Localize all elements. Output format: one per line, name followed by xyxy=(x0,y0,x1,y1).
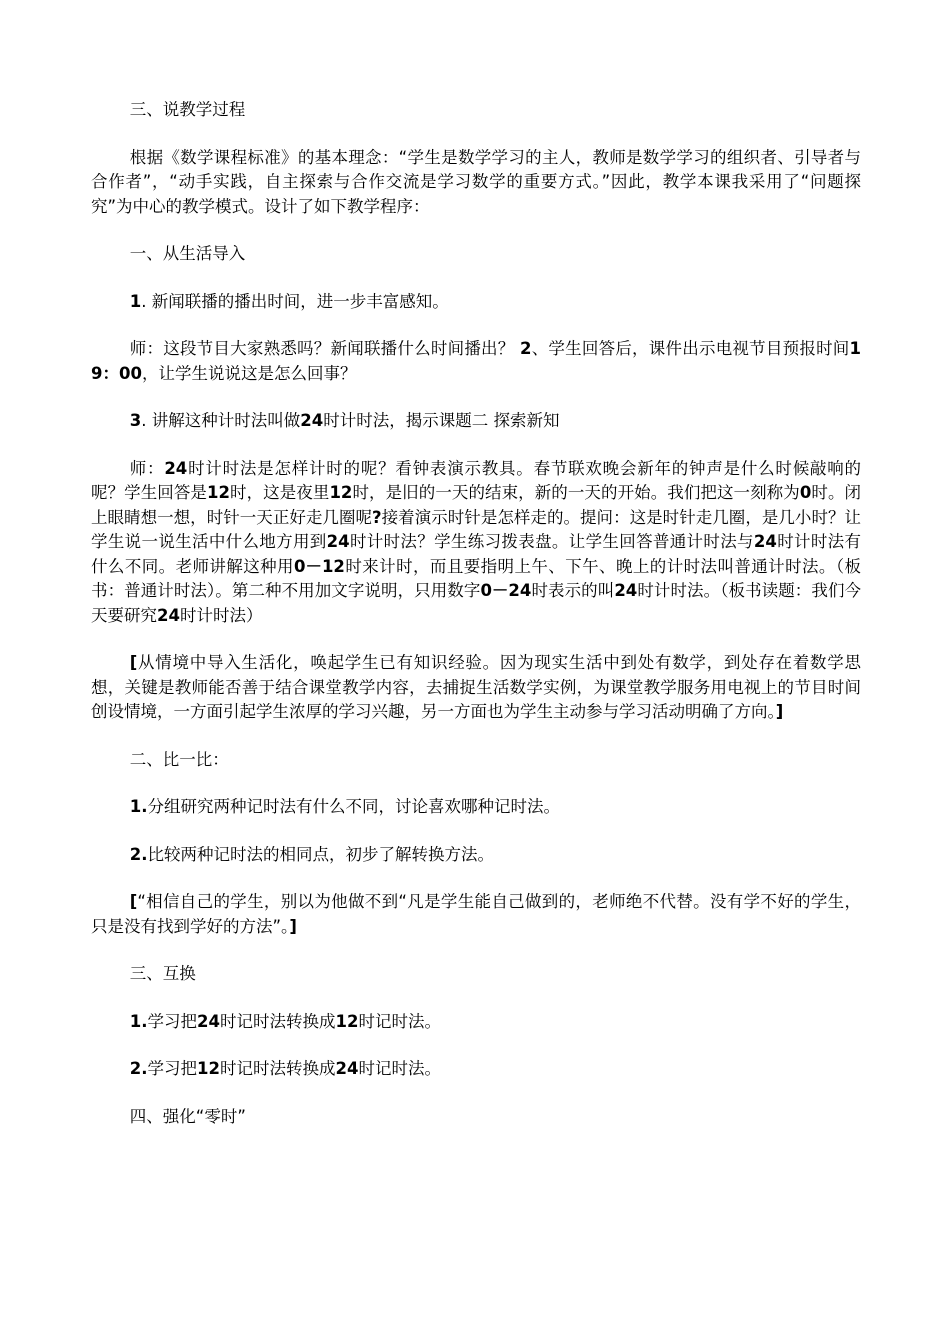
section-heading xyxy=(91,98,861,123)
item-text: 比较两种记时法的相同点，初步了解转换方法。 xyxy=(147,844,495,864)
number-24: 24 xyxy=(300,411,324,430)
number-run: 24 xyxy=(157,605,180,625)
intro-paragraph xyxy=(91,146,861,220)
section-title-text: 四、强化“零时” xyxy=(129,1106,246,1126)
text-run: 时记时法。 xyxy=(358,1059,441,1078)
item-number: 1. xyxy=(129,1011,148,1031)
text-run: 时计时法。（板书读题：我们今天要研究 xyxy=(91,581,862,625)
text-run: 时计时法？学生练习拨表盘。让学生回答普通计时法与 xyxy=(349,532,754,551)
text-run: 时，这是夜里 xyxy=(229,483,330,502)
comment-text: 从情境中导入生活化，唤起学生已有知识经验。因为现实生活中到处有数学，到处存在着数学思想，关键是教师能否善于结合课堂教学内容，去捕捉生活数学实例，为课堂教学服务用电视上的节目时间创设情境，一方面引起学生浓厚的学习兴趣，另一方面也为学生主动参与学习活动明确了方向。 xyxy=(91,653,861,721)
number-run: 12 xyxy=(329,483,353,502)
text-run: 师： xyxy=(129,458,165,478)
text-run: 接着演示时针是怎样走的。提问：这是时针走几圈，是几小时？让学生说一说生活中什么地方用到 xyxy=(91,507,862,551)
item-number: 2. xyxy=(129,844,148,864)
text-run: 学习把 xyxy=(147,1059,198,1078)
text-run: 时记时法转换成 xyxy=(219,1059,336,1078)
text-run: 时记时法转换成 xyxy=(219,1011,336,1031)
teaching-paragraph xyxy=(91,457,861,629)
bracket-close: ] xyxy=(289,916,297,936)
number-run: 24 xyxy=(164,458,188,478)
number-run: 0－12 xyxy=(293,556,345,576)
item-number: 2 xyxy=(519,339,532,358)
text-run: 时，是旧的一天的结束，新的一天的开始。我们把这一刻称为 xyxy=(352,483,800,502)
section-4-title xyxy=(91,1105,861,1130)
section-1-title xyxy=(91,242,861,267)
section-3-title xyxy=(91,962,861,987)
item-number: 1 xyxy=(129,291,142,311)
item-text: . 新闻联播的播出时间，进一步丰富感知。 xyxy=(141,291,449,311)
number-run: 12 xyxy=(197,1059,220,1078)
number-run: 24 xyxy=(326,532,350,551)
text-run: 学习把 xyxy=(147,1011,198,1031)
section-2-item-2 xyxy=(91,843,861,868)
text-run: 时表示的叫 xyxy=(531,581,615,600)
number-run: 24 xyxy=(335,1059,359,1078)
number-run: 24 xyxy=(197,1011,220,1031)
bracket-open: [ xyxy=(129,892,138,911)
section-title-text: 三、互换 xyxy=(129,964,196,983)
number-run: 12 xyxy=(335,1011,359,1031)
item-number: 1. xyxy=(129,797,148,816)
section-1-dialog xyxy=(91,337,861,386)
bracket-close: ] xyxy=(775,702,784,721)
item-text: 分组研究两种记时法有什么不同，讨论喜欢哪种记时法。 xyxy=(147,797,561,816)
number-run: 0－24 xyxy=(480,581,532,600)
text-run: 时计时法是怎样计时的呢？看钟表演示教具。春节联欢晚会新年的钟声是什么时候敲响的呢？学生回答是 xyxy=(91,458,862,502)
number-run: 12 xyxy=(206,483,230,502)
comment-text: “相信自己的学生，别以为他做不到“凡是学生能自己做到的，老师绝不代替。没有学不好的学生，只是没有找到学好的方法”。 xyxy=(91,892,861,936)
intro-text: 根据《数学课程标准》的基本理念：“学生是数学学习的主人，教师是数学学习的组织者、引导者与合作者”，“动手实践，自主探索与合作交流是学习数学的重要方式。”因此，教学本课我采用了“问题探究”为中心的教学模式。设计了如下教学程序： xyxy=(91,147,861,216)
document-page xyxy=(91,98,861,1152)
bracket-open: [ xyxy=(129,653,138,672)
section-title-text: 二、比一比： xyxy=(129,749,229,769)
section-3-item-2 xyxy=(91,1057,861,1082)
number-run: 24 xyxy=(753,532,777,551)
item-text-a: . 讲解这种计时法叫做 xyxy=(141,411,301,430)
text-run: 时计时法） xyxy=(179,605,263,625)
comment-paragraph-1 xyxy=(91,651,861,725)
number-run: ? xyxy=(372,507,382,527)
text-run: 时。闭上眼睛想一想，时针一天正好走几圈呢 xyxy=(91,483,862,527)
item-text-b: 时计时法，揭示课题二 探索新知 xyxy=(323,411,560,430)
section-2-item-1 xyxy=(91,795,861,820)
section-3-item-1 xyxy=(91,1010,861,1035)
section-1-item-3 xyxy=(91,409,861,434)
section-2-title xyxy=(91,748,861,773)
item-number: 2. xyxy=(129,1059,148,1078)
text-run: 时记时法。 xyxy=(358,1011,441,1031)
number-run: 24 xyxy=(614,581,638,600)
heading-text: 三、说教学过程 xyxy=(129,100,246,119)
dialog-text-b: 、学生回答后，课件出示电视节目预报时间 xyxy=(531,339,850,358)
time-value: 19：00 xyxy=(91,339,862,383)
comment-paragraph-2 xyxy=(91,890,861,939)
number-run: 0 xyxy=(799,483,812,502)
dialog-text-c: ，让学生说说这是怎么回事？ xyxy=(141,363,357,383)
item-number: 3 xyxy=(129,411,142,430)
dialog-text-a: 师：这段节目大家熟悉吗？新闻联播什么时间播出？ xyxy=(129,339,520,358)
text-run: 时来计时，而且要指明上午、下午、晚上的计时法叫普通计时法。（板书：普通计时法）。第二种不用加文字说明，只用数字 xyxy=(91,556,862,600)
section-title-text: 一、从生活导入 xyxy=(129,244,246,263)
section-1-item-1 xyxy=(91,290,861,315)
text-run: 时计时法有什么不同。老师讲解这种用 xyxy=(91,532,862,576)
